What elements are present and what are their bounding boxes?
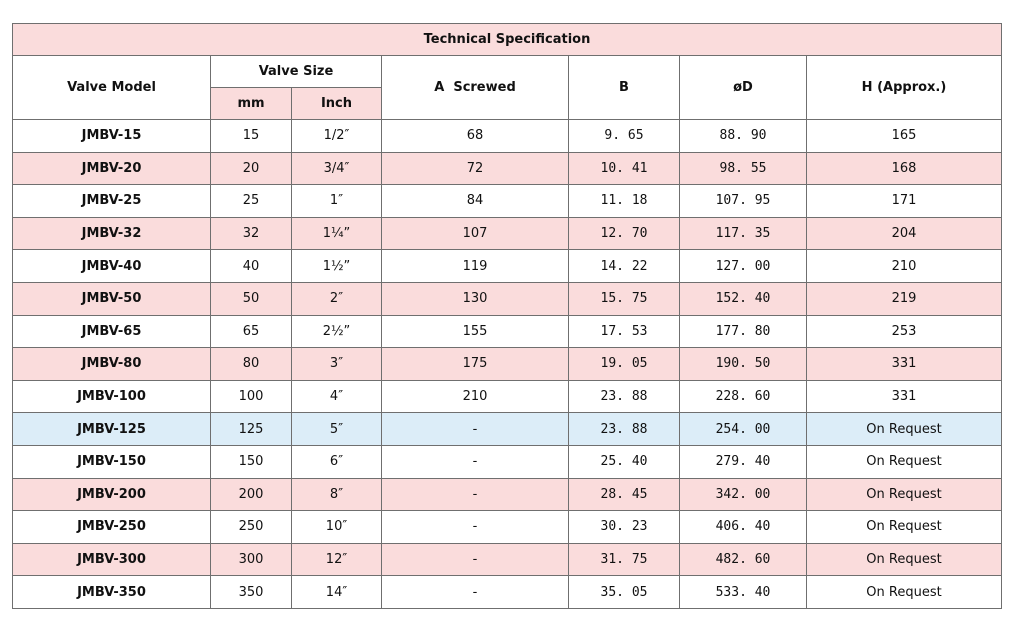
cell-h: 253 [807, 315, 1002, 348]
cell-h: On Request [807, 478, 1002, 511]
header-od: øD [680, 56, 807, 120]
cell-mm: 25 [211, 185, 292, 218]
cell-model: JMBV-20 [13, 152, 211, 185]
cell-inch: 3/4″ [292, 152, 382, 185]
table-row [13, 250, 1002, 283]
cell-h: 331 [807, 380, 1002, 413]
cell-b: 14. 22 [569, 250, 680, 283]
cell-d: 152. 40 [680, 282, 807, 315]
header-b: B [569, 56, 680, 120]
cell-d: 279. 40 [680, 445, 807, 478]
table-row [13, 217, 1002, 250]
cell-model: JMBV-100 [13, 380, 211, 413]
cell-h: 171 [807, 185, 1002, 218]
cell-model: JMBV-300 [13, 543, 211, 576]
cell-h: 168 [807, 152, 1002, 185]
cell-a: 72 [382, 152, 569, 185]
cell-mm: 350 [211, 576, 292, 609]
cell-mm: 65 [211, 315, 292, 348]
cell-inch: 10″ [292, 511, 382, 544]
cell-d: 177. 80 [680, 315, 807, 348]
cell-a: 84 [382, 185, 569, 218]
cell-b: 31. 75 [569, 543, 680, 576]
cell-a: 175 [382, 348, 569, 381]
cell-d: 107. 95 [680, 185, 807, 218]
cell-inch: 3″ [292, 348, 382, 381]
cell-model: JMBV-150 [13, 445, 211, 478]
header-inch: Inch [292, 88, 382, 120]
cell-a: - [382, 576, 569, 609]
cell-h: On Request [807, 413, 1002, 446]
cell-a: - [382, 478, 569, 511]
cell-d: 190. 50 [680, 348, 807, 381]
cell-inch: 1″ [292, 185, 382, 218]
cell-model: JMBV-50 [13, 282, 211, 315]
spec-table-container [12, 23, 1002, 609]
cell-d: 254. 00 [680, 413, 807, 446]
cell-mm: 50 [211, 282, 292, 315]
cell-d: 98. 55 [680, 152, 807, 185]
table-row [13, 543, 1002, 576]
table-row [13, 478, 1002, 511]
cell-inch: 4″ [292, 380, 382, 413]
cell-b: 19. 05 [569, 348, 680, 381]
cell-a: - [382, 413, 569, 446]
cell-h: On Request [807, 511, 1002, 544]
cell-b: 25. 40 [569, 445, 680, 478]
cell-h: 204 [807, 217, 1002, 250]
cell-b: 10. 41 [569, 152, 680, 185]
table-row [13, 576, 1002, 609]
header-valve-size: Valve Size [211, 56, 382, 88]
cell-a: 68 [382, 120, 569, 153]
table-row [13, 413, 1002, 446]
cell-d: 88. 90 [680, 120, 807, 153]
cell-a: 210 [382, 380, 569, 413]
cell-b: 12. 70 [569, 217, 680, 250]
table-row [13, 152, 1002, 185]
table-row [13, 315, 1002, 348]
cell-b: 23. 88 [569, 413, 680, 446]
cell-h: On Request [807, 576, 1002, 609]
cell-b: 9. 65 [569, 120, 680, 153]
cell-h: 210 [807, 250, 1002, 283]
cell-a: 130 [382, 282, 569, 315]
table-body [13, 120, 1002, 609]
cell-d: 117. 35 [680, 217, 807, 250]
cell-mm: 250 [211, 511, 292, 544]
cell-a: 119 [382, 250, 569, 283]
cell-inch: 1/2″ [292, 120, 382, 153]
cell-mm: 32 [211, 217, 292, 250]
cell-inch: 14″ [292, 576, 382, 609]
cell-model: JMBV-25 [13, 185, 211, 218]
cell-d: 342. 00 [680, 478, 807, 511]
cell-b: 30. 23 [569, 511, 680, 544]
cell-d: 533. 40 [680, 576, 807, 609]
cell-model: JMBV-350 [13, 576, 211, 609]
cell-h: 331 [807, 348, 1002, 381]
table-row [13, 185, 1002, 218]
cell-h: 165 [807, 120, 1002, 153]
cell-inch: 1½” [292, 250, 382, 283]
cell-mm: 40 [211, 250, 292, 283]
cell-mm: 125 [211, 413, 292, 446]
cell-h: On Request [807, 543, 1002, 576]
table-row [13, 282, 1002, 315]
cell-inch: 12″ [292, 543, 382, 576]
cell-a: - [382, 543, 569, 576]
cell-d: 127. 00 [680, 250, 807, 283]
cell-mm: 200 [211, 478, 292, 511]
table-row [13, 348, 1002, 381]
table-row [13, 380, 1002, 413]
cell-a: 107 [382, 217, 569, 250]
cell-model: JMBV-15 [13, 120, 211, 153]
cell-h: On Request [807, 445, 1002, 478]
cell-inch: 6″ [292, 445, 382, 478]
table-title: Technical Specification [13, 24, 1002, 56]
cell-inch: 2″ [292, 282, 382, 315]
cell-model: JMBV-65 [13, 315, 211, 348]
cell-a: 155 [382, 315, 569, 348]
cell-b: 28. 45 [569, 478, 680, 511]
cell-mm: 15 [211, 120, 292, 153]
cell-b: 11. 18 [569, 185, 680, 218]
cell-model: JMBV-250 [13, 511, 211, 544]
cell-d: 482. 60 [680, 543, 807, 576]
cell-mm: 20 [211, 152, 292, 185]
cell-model: JMBV-200 [13, 478, 211, 511]
cell-mm: 300 [211, 543, 292, 576]
technical-specification-table [12, 23, 1002, 609]
cell-b: 35. 05 [569, 576, 680, 609]
cell-b: 17. 53 [569, 315, 680, 348]
table-row [13, 120, 1002, 153]
cell-model: JMBV-125 [13, 413, 211, 446]
cell-model: JMBV-32 [13, 217, 211, 250]
cell-inch: 5″ [292, 413, 382, 446]
cell-inch: 8″ [292, 478, 382, 511]
cell-h: 219 [807, 282, 1002, 315]
table-row [13, 445, 1002, 478]
header-valve-model: Valve Model [13, 56, 211, 120]
header-mm: mm [211, 88, 292, 120]
cell-b: 15. 75 [569, 282, 680, 315]
cell-a: - [382, 445, 569, 478]
cell-inch: 1¼” [292, 217, 382, 250]
cell-mm: 80 [211, 348, 292, 381]
cell-model: JMBV-40 [13, 250, 211, 283]
header-h: H (Approx.) [807, 56, 1002, 120]
cell-b: 23. 88 [569, 380, 680, 413]
cell-model: JMBV-80 [13, 348, 211, 381]
cell-inch: 2½” [292, 315, 382, 348]
header-a-screwed: A Screwed [382, 56, 569, 120]
cell-d: 406. 40 [680, 511, 807, 544]
cell-mm: 100 [211, 380, 292, 413]
cell-d: 228. 60 [680, 380, 807, 413]
cell-a: - [382, 511, 569, 544]
table-row [13, 511, 1002, 544]
cell-mm: 150 [211, 445, 292, 478]
